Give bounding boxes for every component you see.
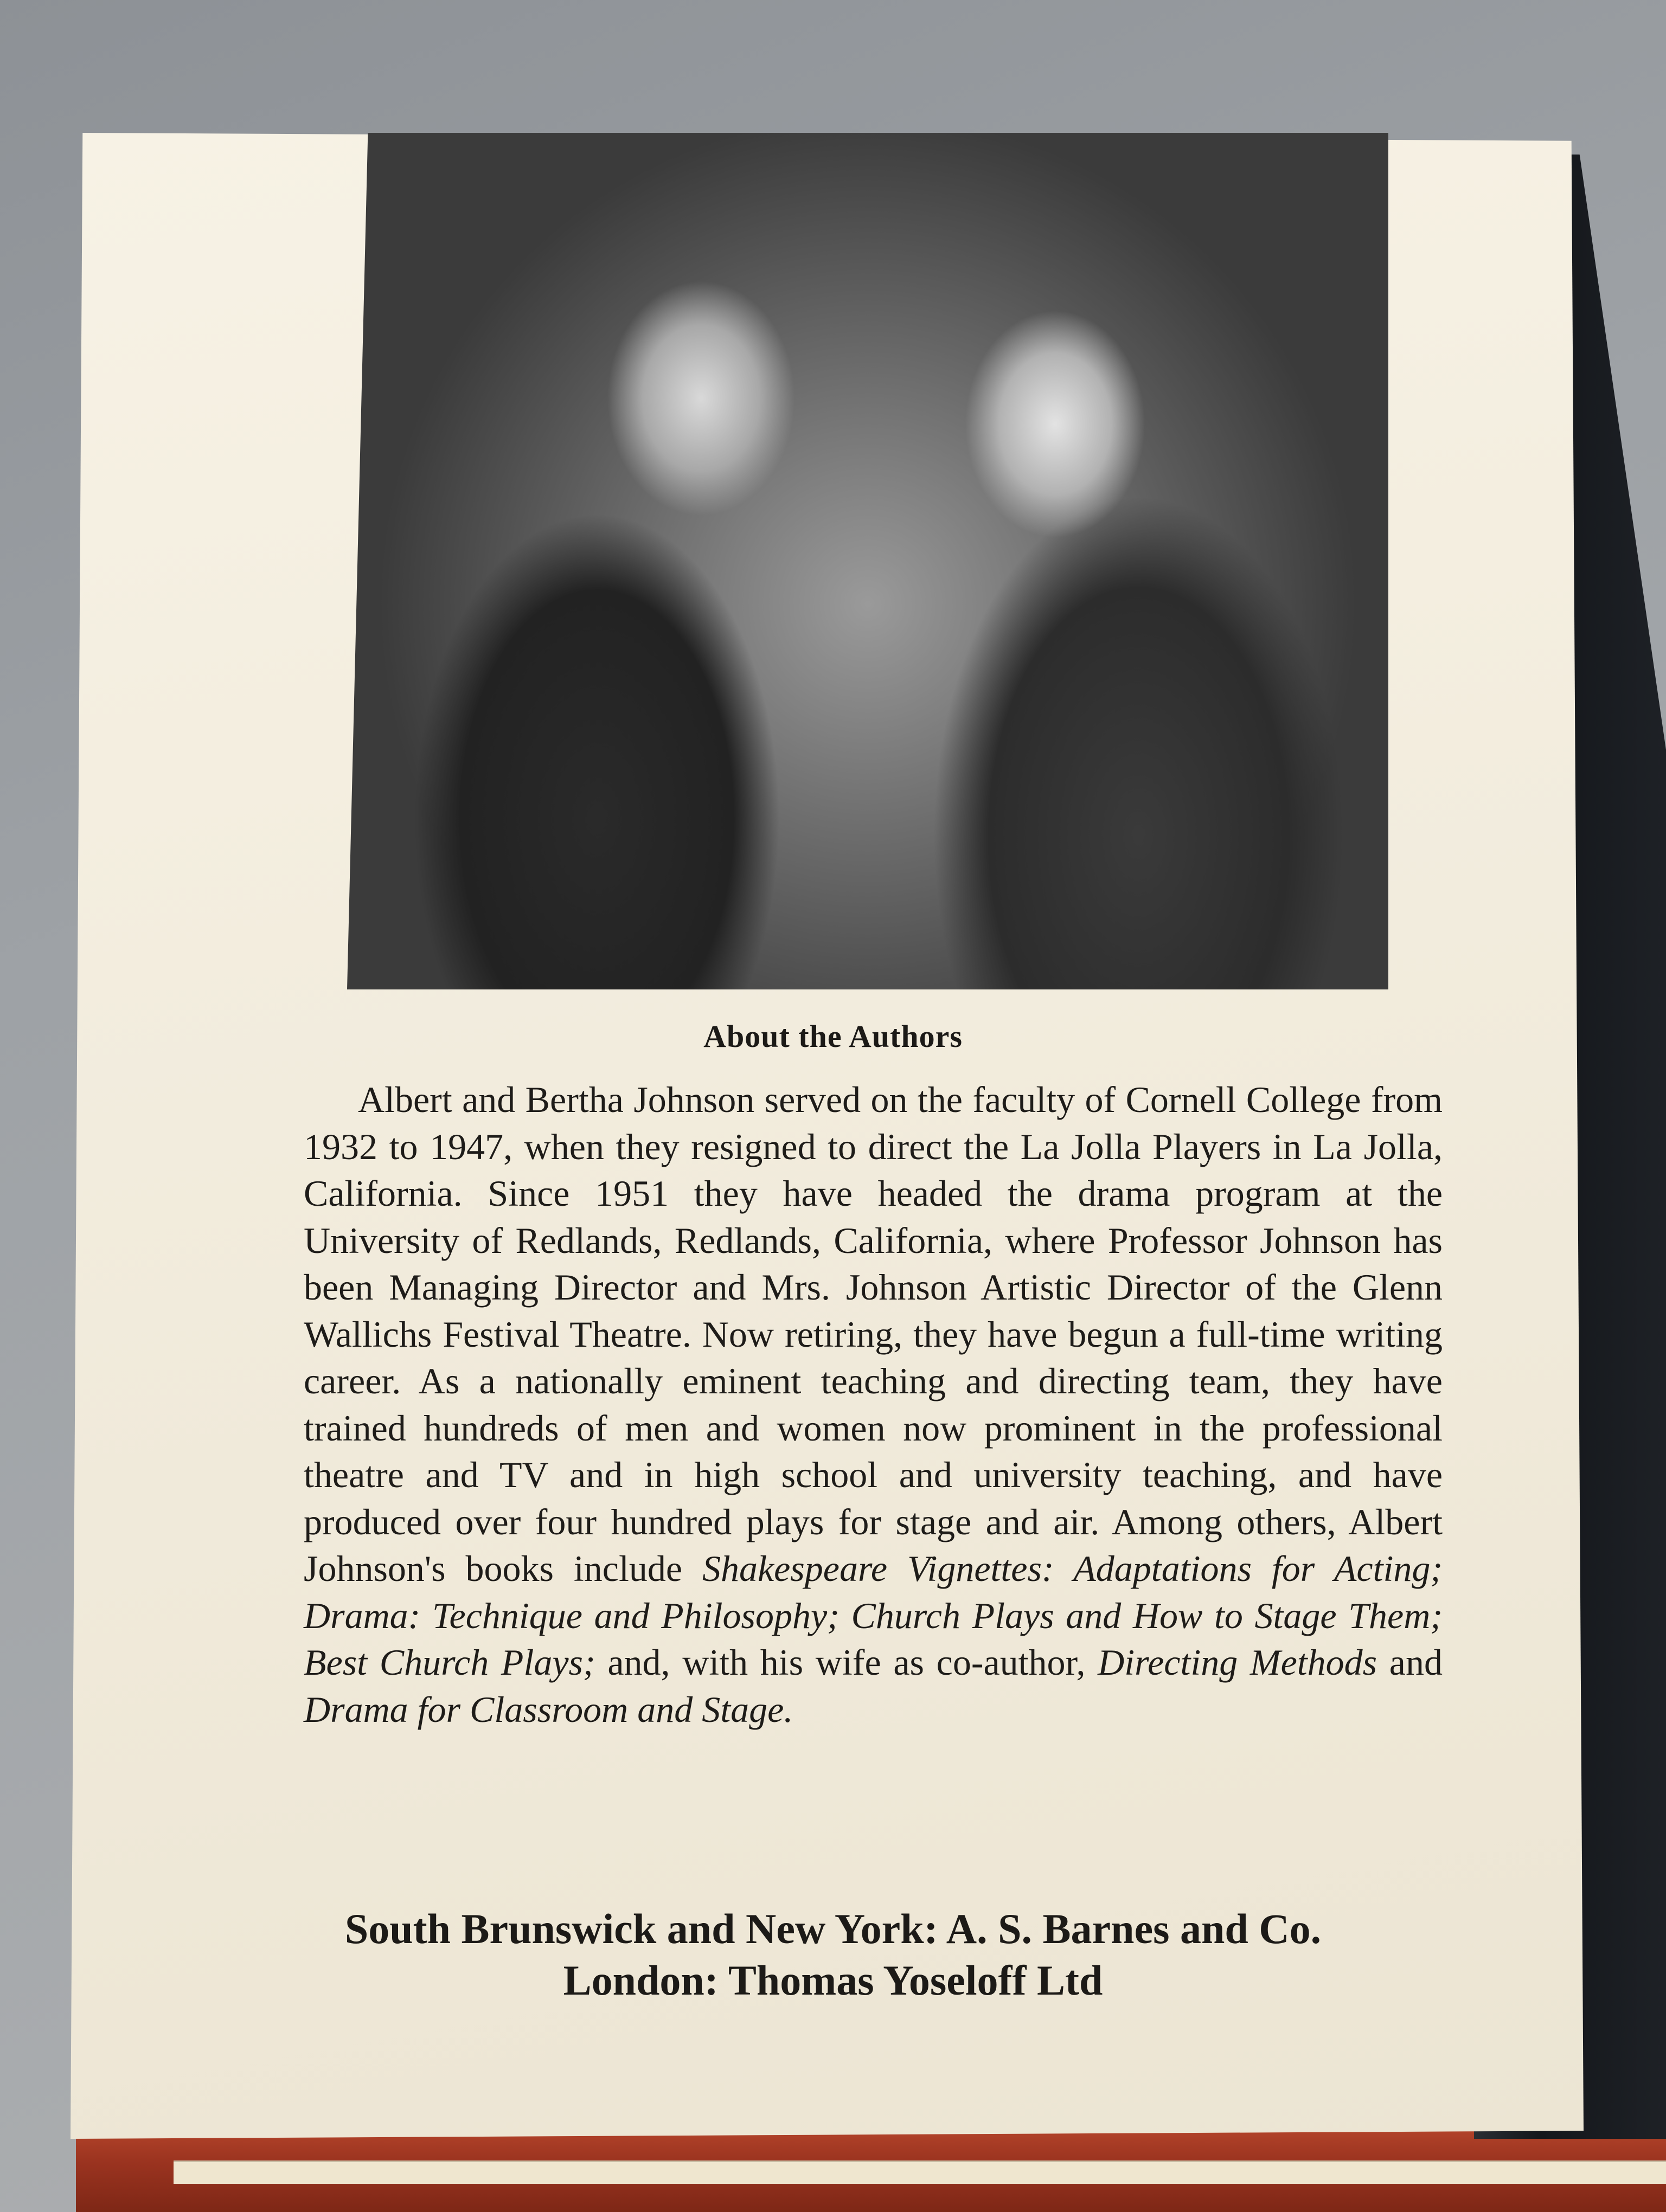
publisher-imprint (0, 1903, 1666, 2006)
bio-text: and (1377, 1642, 1443, 1683)
publisher-line-2: London: Thomas Yoseloff Ltd (563, 1957, 1103, 2004)
author-bio (304, 1076, 1443, 1733)
book-titles: Shakespeare Vignettes: Adaptations for Acting; Drama: Technique and Philosophy; Church Plays and How to Stage Them; Best Church Plays; (304, 1548, 1443, 1683)
bio-text: Albert and Bertha Johnson served on the faculty of Cornell College from 1932 to 1947, when they resigned to direct the La Jolla Players in La Jolla, California. Since 1951 they have headed the drama program at the University of Redlands, Redlands, California, where Professor Johnson has been Managing Director and Mrs. Johnson Artistic Director of the Glenn Wallichs Festival Theatre. Now retiring, they have begun a full-time writing career. As a nationally eminent teaching and directing team, they have trained hundreds of men and women now prominent in the professional theatre and TV and in high school and university teaching, and have produced over four hundred plays for stage and air. Among others, Albert Johnson's books include (304, 1079, 1443, 1589)
bio-text: and, with his wife as co-author, (595, 1642, 1098, 1683)
page-edge (174, 2160, 1666, 2184)
book-title: Directing Methods (1098, 1642, 1377, 1683)
section-heading: About the Authors (703, 1019, 963, 1054)
publisher-line-1: South Brunswick and New York: A. S. Barnes and Co. (344, 1905, 1322, 1952)
book-title: Drama for Classroom and Stage. (304, 1688, 793, 1730)
author-photo (347, 133, 1388, 989)
